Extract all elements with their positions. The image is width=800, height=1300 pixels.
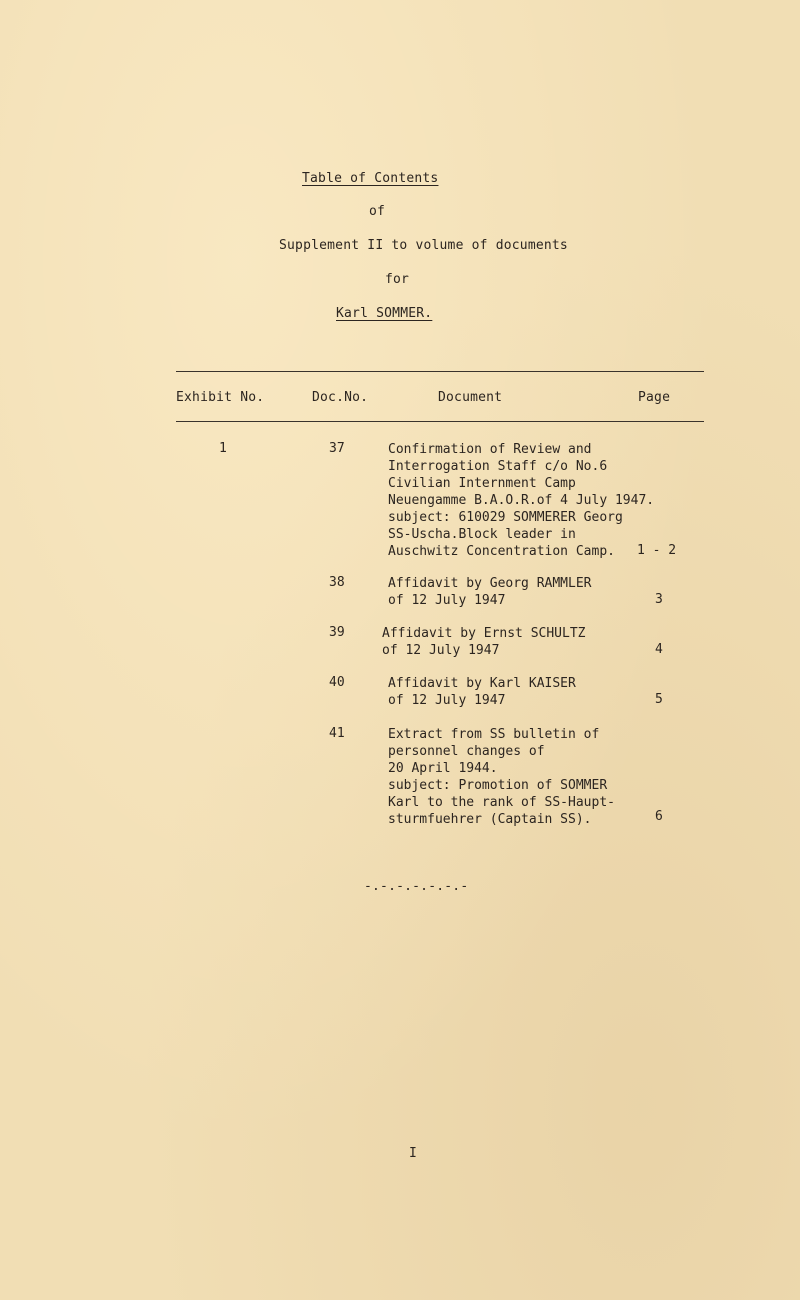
row-exhibit-number: 1 [219, 441, 227, 456]
row-document-description: Confirmation of Review and Interrogation Staff c/o No.6 Civilian Internment Camp Neuengamme B.A.O.R.of 4 July 1947. subject: 610029 SOMMERER Georg SS-Uscha.Block leader in Auschwitz Concentration Camp. [388, 442, 655, 559]
row-doc-number: 40 [329, 675, 345, 690]
subtitle: Supplement II to volume of documents [279, 238, 568, 253]
column-header-exhibit: Exhibit No. [176, 390, 265, 405]
column-header-document: Document [438, 390, 503, 405]
subject-name: Karl SOMMER. [336, 306, 433, 321]
row-document-description: Extract from SS bulletin of personnel changes of 20 April 1944. subject: Promotion of SOMMER Karl to the rank of SS-Haupt- sturmfuehrer (Captain SS). [388, 727, 615, 827]
table-header-rule [176, 421, 704, 422]
row-page-number: 4 [655, 642, 663, 657]
column-header-page: Page [638, 390, 671, 405]
column-header-doc: Doc.No. [312, 390, 369, 405]
row-doc-number: 41 [329, 726, 345, 741]
title-connector-for: for [385, 272, 410, 287]
row-doc-number: 37 [329, 441, 345, 456]
row-page-number: 1 - 2 [637, 543, 677, 558]
row-doc-number: 39 [329, 625, 345, 640]
row-doc-number: 38 [329, 575, 345, 590]
row-page-number: 5 [655, 692, 663, 707]
title-connector-of: of [369, 204, 386, 219]
row-document-description: Affidavit by Georg RAMMLER of 12 July 1947 [388, 576, 592, 608]
row-document-description: Affidavit by Ernst SCHULTZ of 12 July 1947 [382, 626, 586, 658]
page-title: Table of Contents [302, 171, 439, 186]
row-page-number: 3 [655, 592, 663, 607]
end-ornament: -.-.-.-.-.-.- [364, 879, 469, 894]
row-document-description: Affidavit by Karl KAISER of 12 July 1947 [388, 676, 576, 708]
row-page-number: 6 [655, 809, 663, 824]
page-number: I [409, 1146, 418, 1161]
table-top-rule [176, 371, 704, 372]
